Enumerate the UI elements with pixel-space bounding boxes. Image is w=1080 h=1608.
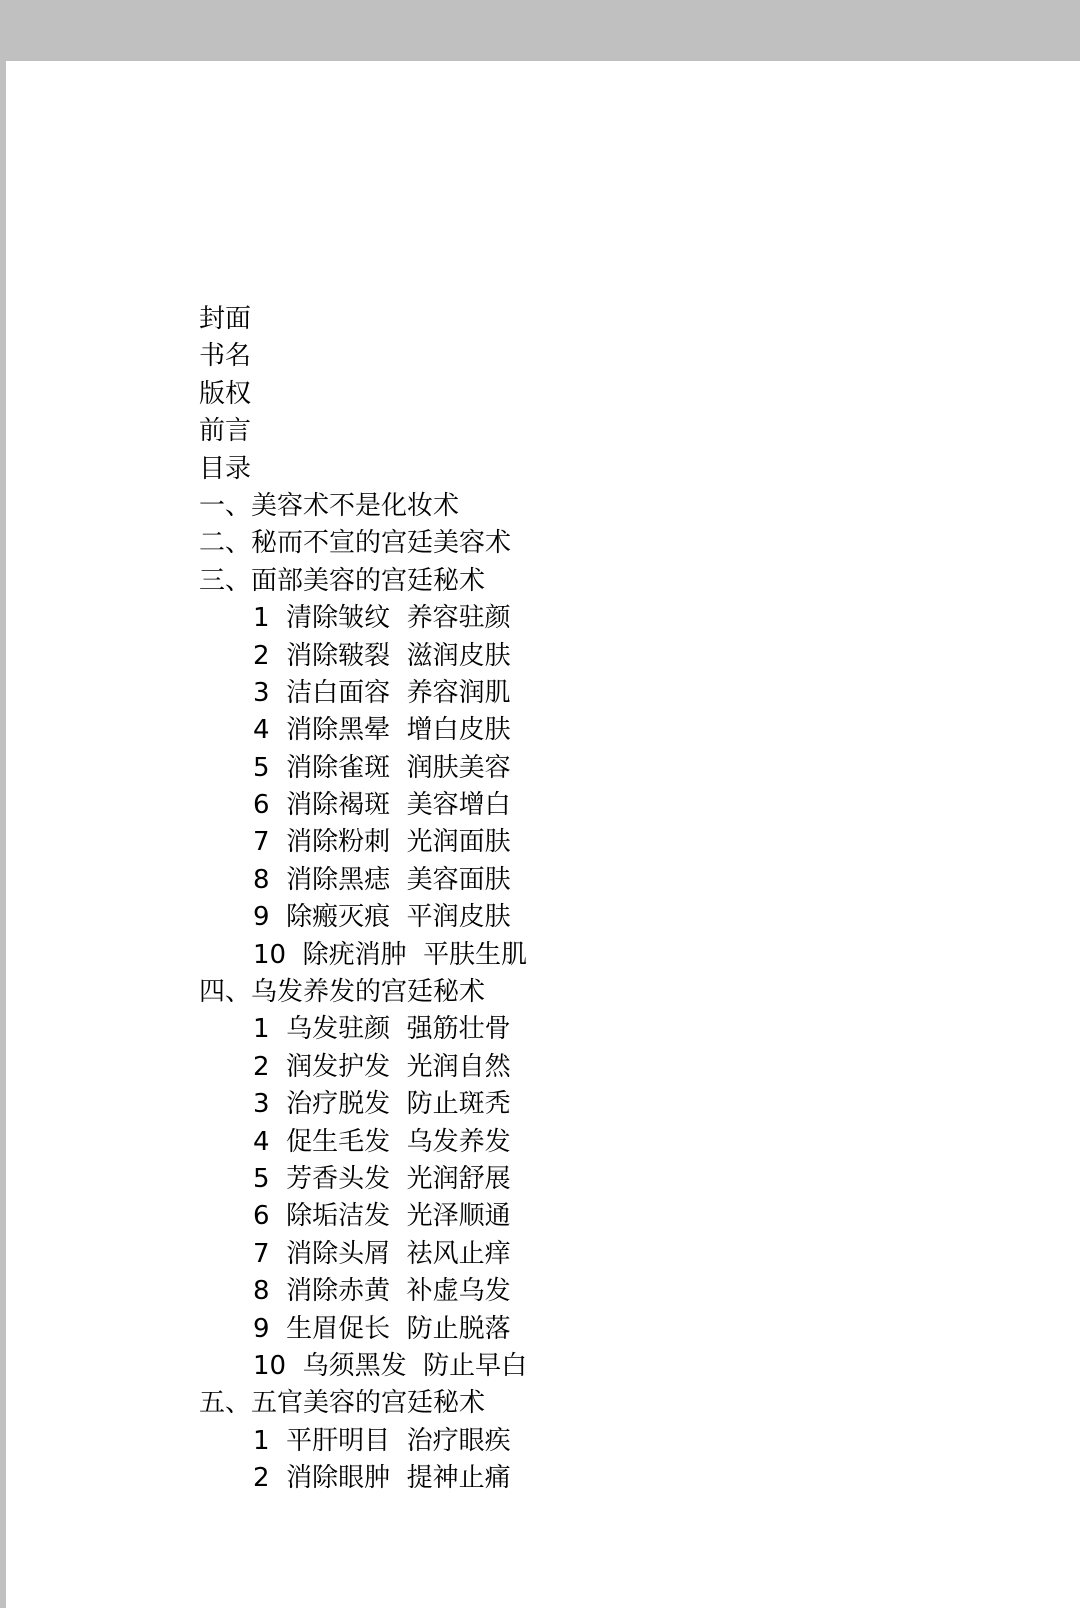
toc-subsection-link[interactable]: 3 治疗脱发 防止斑秃 — [253, 1089, 511, 1120]
toc-subsection-link[interactable]: 3 洁白面容 养容润肌 — [253, 677, 511, 708]
toc-chapter-link[interactable]: 一、美容术不是化妆术 — [199, 490, 460, 521]
toc-subsection-link[interactable]: 5 芳香头发 光润舒展 — [253, 1163, 511, 1194]
toc-subsection-link[interactable]: 4 消除黑晕 增白皮肤 — [253, 715, 511, 746]
toc-subsection-link[interactable]: 2 消除皲裂 滋润皮肤 — [253, 640, 511, 671]
toc-subsection-link[interactable]: 10 除疣消肿 平肤生肌 — [253, 939, 528, 970]
toc-chapter-link[interactable]: 目录 — [199, 453, 252, 484]
toc-subsection-link[interactable]: 8 消除黑痣 美容面肤 — [253, 864, 511, 895]
toc-subsection-link[interactable]: 9 生眉促长 防止脱落 — [253, 1313, 511, 1344]
toc-subsection-link[interactable]: 7 消除粉刺 光润面肤 — [253, 827, 511, 858]
toc-subsection-link[interactable]: 8 消除赤黄 补虚乌发 — [253, 1276, 511, 1307]
toc-chapter-link[interactable]: 四、乌发养发的宫廷秘术 — [199, 977, 486, 1008]
toc-chapter-link[interactable]: 五、五官美容的宫廷秘术 — [199, 1388, 486, 1419]
toc-chapter-link[interactable]: 三、面部美容的宫廷秘术 — [199, 565, 486, 596]
toc-chapter-link[interactable]: 封面 — [199, 304, 252, 334]
toc-subsection-link[interactable]: 10 乌须黑发 防止早白 — [253, 1350, 528, 1381]
toc-chapter-link[interactable]: 版权 — [199, 378, 252, 409]
toc-subsection-link[interactable]: 6 除垢洁发 光泽顺通 — [253, 1201, 511, 1232]
toc-chapter-link[interactable]: 书名 — [199, 341, 252, 372]
toc-subsection-link[interactable]: 6 消除褐斑 美容增白 — [253, 790, 511, 821]
toc-subsection-link[interactable]: 1 平肝明目 治疗眼疾 — [253, 1425, 511, 1456]
toc-chapter-link[interactable]: 前言 — [199, 416, 252, 447]
toc-subsection-link[interactable]: 9 除瘢灭痕 平润皮肤 — [253, 902, 511, 933]
document-page — [6, 61, 1080, 1608]
toc-chapter-link[interactable]: 二、秘而不宣的宫廷美容术 — [199, 528, 512, 559]
toc-subsection-link[interactable]: 5 消除雀斑 润肤美容 — [253, 752, 511, 783]
toc-subsection-link[interactable]: 1 乌发驻颜 强筋壮骨 — [253, 1014, 511, 1045]
toc-subsection-link[interactable]: 4 促生毛发 乌发养发 — [253, 1126, 511, 1157]
toc-subsection-link[interactable]: 7 消除头屑 祛风止痒 — [253, 1238, 511, 1269]
table-of-contents — [199, 301, 527, 1498]
toc-subsection-link[interactable]: 2 润发护发 光润自然 — [253, 1051, 511, 1082]
toc-subsection-link[interactable]: 2 消除眼肿 提神止痛 — [253, 1463, 511, 1494]
toc-subsection-link[interactable]: 1 清除皱纹 养容驻颜 — [253, 603, 511, 634]
